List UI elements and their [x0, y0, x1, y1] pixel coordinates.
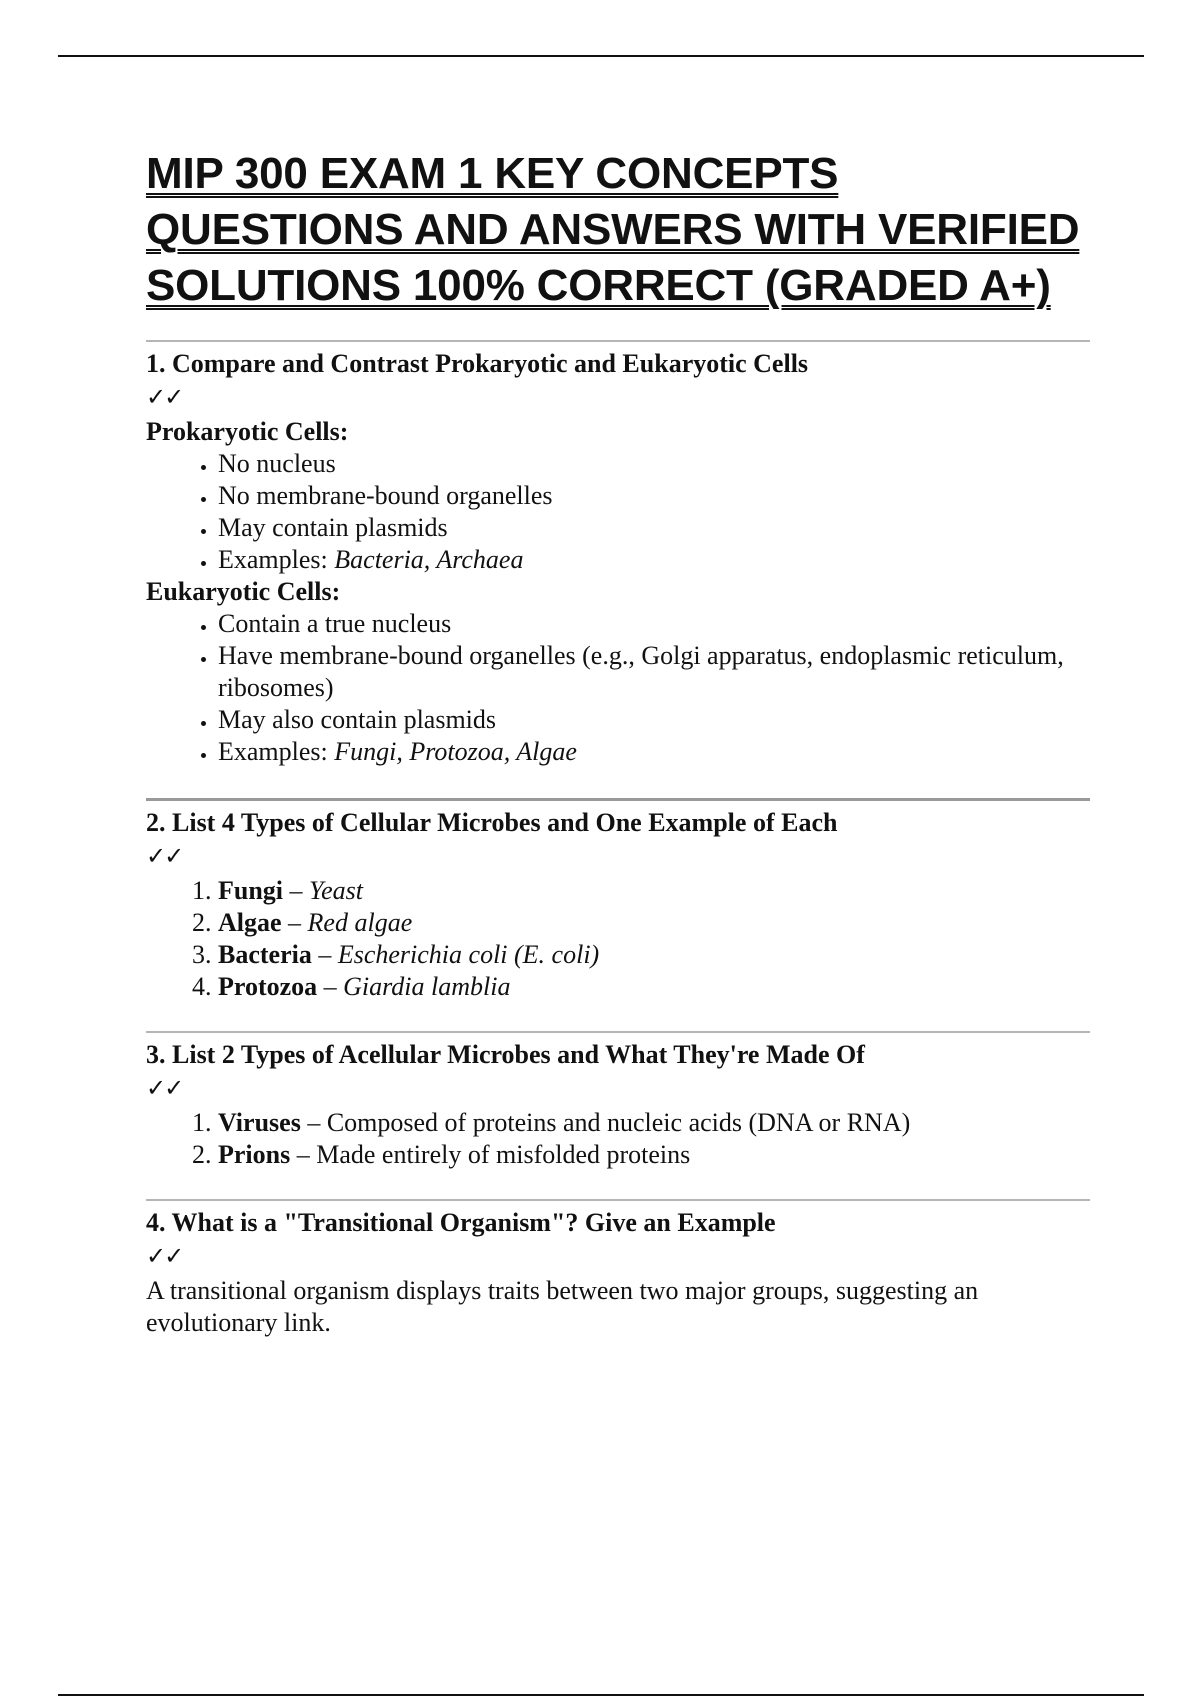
question-2 — [146, 798, 1090, 1003]
microbe-type: Prions — [218, 1140, 291, 1169]
examples-label: Examples: — [218, 737, 335, 766]
microbe-example: Escherichia coli (E. coli) — [337, 940, 600, 969]
microbe-type: Algae — [218, 908, 282, 937]
question-heading: 2. List 4 Types of Cellular Microbes and One Example of Each — [146, 808, 838, 837]
bottom-rule — [58, 1694, 1144, 1696]
list-item: • No membrane-bound organelles — [218, 480, 1090, 512]
section-divider — [146, 1199, 1090, 1201]
microbe-description: – Composed of proteins and nucleic acids (DNA or RNA) — [300, 1108, 911, 1137]
list-item — [218, 1139, 1090, 1171]
question-1 — [146, 340, 1090, 768]
dash: – — [283, 876, 310, 905]
acellular-list — [146, 1107, 1090, 1171]
list-item: • May contain plasmids — [218, 512, 1090, 544]
document-title: MIP 300 EXAM 1 KEY CONCEPTS QUESTIONS AND ANSWERS WITH VERIFIED SOLUTIONS 100% CORRECT (GRADED A+) — [146, 149, 1080, 310]
examples-label: Examples: — [218, 545, 335, 574]
question-4 — [146, 1199, 1090, 1339]
dash: – — [311, 940, 338, 969]
list-item: • Contain a true nucleus — [218, 608, 1090, 640]
check-mark-icon: ✓✓ — [146, 383, 183, 411]
question-heading: 1. Compare and Contrast Prokaryotic and Eukaryotic Cells — [146, 349, 809, 378]
microbe-list — [146, 875, 1090, 1003]
examples-value: Bacteria, Archaea — [334, 545, 524, 574]
list-item — [218, 907, 1090, 939]
section-divider — [146, 798, 1090, 801]
check-mark-icon: ✓✓ — [146, 1074, 183, 1102]
list-item: • Have membrane-bound organelles (e.g., Golgi apparatus, endoplasmic reticulum, ribosomes) — [218, 640, 1090, 704]
list-item — [218, 939, 1090, 971]
question-heading: 3. List 2 Types of Acellular Microbes and What They're Made Of — [146, 1040, 865, 1069]
check-mark-icon: ✓✓ — [146, 842, 183, 870]
section-divider — [146, 1031, 1090, 1033]
prokaryotic-list — [146, 448, 1090, 576]
examples-value: Fungi, Protozoa, Algae — [334, 737, 577, 766]
check-mark-icon: ✓✓ — [146, 1242, 183, 1270]
eukaryotic-list — [146, 608, 1090, 768]
question-3 — [146, 1031, 1090, 1171]
list-item — [218, 875, 1090, 907]
list-item: • No nucleus — [218, 448, 1090, 480]
list-item: • May also contain plasmids — [218, 704, 1090, 736]
microbe-type: Protozoa — [218, 972, 318, 1001]
microbe-type: Bacteria — [218, 940, 312, 969]
microbe-type: Fungi — [218, 876, 284, 905]
question-heading: 4. What is a "Transitional Organism"? Give an Example — [146, 1208, 776, 1237]
eukaryotic-heading: Eukaryotic Cells: — [146, 577, 341, 606]
dash: – — [281, 908, 308, 937]
microbe-example: Red algae — [307, 908, 413, 937]
list-item — [218, 736, 1090, 768]
list-item — [218, 544, 1090, 576]
microbe-example: Giardia lamblia — [343, 972, 511, 1001]
list-item — [218, 1107, 1090, 1139]
answer-text: A transitional organism displays traits between two major groups, suggesting an evolutionary link. — [146, 1276, 979, 1337]
microbe-description: – Made entirely of misfolded proteins — [290, 1140, 691, 1169]
microbe-example: Yeast — [309, 876, 363, 905]
list-item — [218, 971, 1090, 1003]
dash: – — [317, 972, 344, 1001]
microbe-type: Viruses — [218, 1108, 301, 1137]
prokaryotic-heading: Prokaryotic Cells: — [146, 417, 349, 446]
top-rule — [58, 55, 1144, 57]
document-body — [146, 146, 1090, 1339]
section-divider — [146, 340, 1090, 342]
